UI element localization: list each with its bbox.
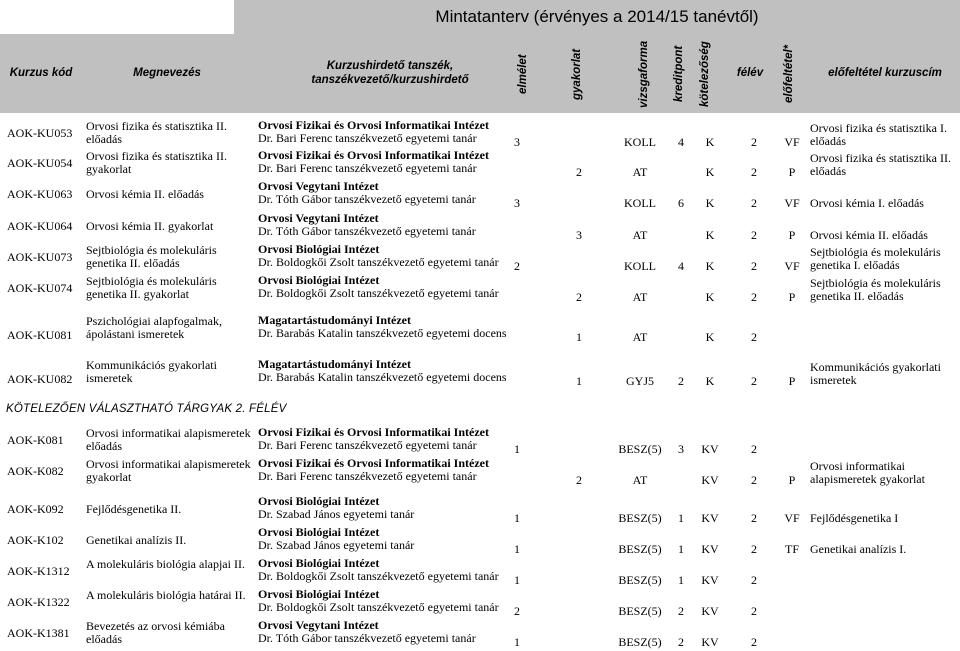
course-name: Sejtbiológia és molekuláris genetika II. előadás xyxy=(86,243,217,270)
course-name: Sejtbiológia és molekuláris genetika II. gyakorlat xyxy=(86,274,217,301)
prerequisite-title: Orvosi informatikai alapismeretek gyakorlat xyxy=(810,459,925,486)
exam-form: BESZ(5) xyxy=(618,442,662,456)
course-lecturer: Dr. Szabad János egyetemi tanár xyxy=(258,507,415,521)
obligation-type: KV xyxy=(701,473,719,487)
header-elmelet: elmélet xyxy=(517,54,529,94)
section-title: KÖTELEZŐEN VÁLASZTHATÓ TÁRGYAK 2. FÉLÉV xyxy=(6,403,287,415)
credit-points: 2 xyxy=(678,635,684,649)
gyakorlat-hours: 3 xyxy=(576,228,582,242)
course-name: Orvosi informatikai alapismeretek előadás xyxy=(86,426,251,453)
header-elofeltetel: előfeltétel* xyxy=(783,44,795,104)
obligation-type: K xyxy=(705,374,715,388)
elmelet-hours: 2 xyxy=(514,259,520,273)
prerequisite-title: Genetikai analízis I. xyxy=(810,542,907,556)
course-code: AOK-K081 xyxy=(7,433,64,447)
page-title: Mintatanterv (érvényes a 2014/15 tanévtől) xyxy=(234,0,960,34)
obligation-type: K xyxy=(705,135,715,149)
obligation-type: K xyxy=(705,196,715,210)
course-code: AOK-K092 xyxy=(7,502,64,516)
institute-name: Magatartástudományi Intézet xyxy=(258,313,411,327)
semester: 2 xyxy=(751,165,757,179)
credit-points: 3 xyxy=(678,442,684,456)
obligation-type: KV xyxy=(701,635,719,649)
prerequisite-type: VF xyxy=(784,259,800,273)
semester: 2 xyxy=(751,542,757,556)
gyakorlat-hours: 2 xyxy=(576,290,582,304)
course-code: AOK-KU073 xyxy=(7,250,73,264)
course-lecturer: Dr. Tóth Gábor tanszékvezető egyetemi tanár xyxy=(258,224,476,238)
institute-name: Orvosi Fizikai és Orvosi Informatikai Intézet xyxy=(258,118,489,132)
semester: 2 xyxy=(751,228,757,242)
prerequisite-title: Orvosi fizika és statisztika II. előadás xyxy=(810,151,951,178)
exam-form: AT xyxy=(632,330,648,344)
institute-name: Orvosi Biológiai Intézet xyxy=(258,242,380,256)
credit-points: 2 xyxy=(678,604,684,618)
semester: 2 xyxy=(751,330,757,344)
exam-form: AT xyxy=(632,290,648,304)
obligation-type: K xyxy=(705,290,715,304)
exam-form: KOLL xyxy=(624,135,656,149)
institute-name: Orvosi Biológiai Intézet xyxy=(258,556,380,570)
course-name: Kommunikációs gyakorlati ismeretek xyxy=(86,358,217,385)
course-code: AOK-KU082 xyxy=(7,372,73,386)
obligation-type: K xyxy=(705,259,715,273)
prerequisite-type: P xyxy=(788,290,796,304)
course-name: Bevezetés az orvosi kémiába előadás xyxy=(86,619,225,646)
obligation-type: KV xyxy=(701,573,719,587)
prerequisite-title: Sejtbiológia és molekuláris genetika I. előadás xyxy=(810,245,941,272)
course-lecturer: Dr. Bari Ferenc tanszékvezető egyetemi tanár xyxy=(258,161,477,175)
exam-form: AT xyxy=(632,473,648,487)
semester: 2 xyxy=(751,635,757,649)
course-code: AOK-K1381 xyxy=(7,626,70,640)
elmelet-hours: 1 xyxy=(514,442,520,456)
gyakorlat-hours: 2 xyxy=(576,165,582,179)
course-name: A molekuláris biológia alapjai II. xyxy=(86,557,245,571)
course-lecturer: Dr. Boldogkői Zsolt tanszékvezető egyetemi tanár xyxy=(258,255,499,269)
obligation-type: K xyxy=(705,330,715,344)
elmelet-hours: 3 xyxy=(514,135,520,149)
course-code: AOK-KU074 xyxy=(7,281,73,295)
course-lecturer: Dr. Barabás Katalin tanszékvezető egyetemi docens xyxy=(258,326,507,340)
semester: 2 xyxy=(751,442,757,456)
course-name: Orvosi fizika és statisztika II. előadás xyxy=(86,119,227,146)
obligation-type: K xyxy=(705,165,715,179)
prerequisite-type: VF xyxy=(784,135,800,149)
course-code: AOK-KU053 xyxy=(7,126,73,140)
exam-form: AT xyxy=(632,228,648,242)
prerequisite-title: Kommunikációs gyakorlati ismeretek xyxy=(810,360,941,387)
prerequisite-type: P xyxy=(788,374,796,388)
course-lecturer: Dr. Barabás Katalin tanszékvezető egyetemi docens xyxy=(258,370,507,384)
course-code: AOK-KU064 xyxy=(7,219,73,233)
header-elofeltetel-kurzuscim: előfeltétel kurzuscím xyxy=(828,67,942,79)
prerequisite-type: P xyxy=(788,473,796,487)
elmelet-hours: 1 xyxy=(514,573,520,587)
obligation-type: KV xyxy=(701,511,719,525)
credit-points: 6 xyxy=(678,196,684,210)
course-lecturer: Dr. Boldogkői Zsolt tanszékvezető egyetemi tanár xyxy=(258,286,499,300)
obligation-type: K xyxy=(705,228,715,242)
semester: 2 xyxy=(751,135,757,149)
course-name: Genetikai analízis II. xyxy=(86,533,187,547)
obligation-type: KV xyxy=(701,604,719,618)
prerequisite-title: Sejtbiológia és molekuláris genetika II. előadás xyxy=(810,276,941,303)
exam-form: GYJ5 xyxy=(625,374,654,388)
header-dept: Kurzushirdető tanszék, tanszékvezető/kurzushirdető xyxy=(311,60,469,86)
semester: 2 xyxy=(751,511,757,525)
course-lecturer: Dr. Boldogkői Zsolt tanszékvezető egyetemi tanár xyxy=(258,600,499,614)
institute-name: Orvosi Biológiai Intézet xyxy=(258,494,380,508)
exam-form: BESZ(5) xyxy=(618,511,662,525)
institute-name: Orvosi Biológiai Intézet xyxy=(258,525,380,539)
course-code: AOK-KU081 xyxy=(7,328,73,342)
course-name: Fejlődésgenetika II. xyxy=(86,502,182,516)
credit-points: 4 xyxy=(678,135,684,149)
course-lecturer: Dr. Bari Ferenc tanszékvezető egyetemi tanár xyxy=(258,131,477,145)
elmelet-hours: 2 xyxy=(514,604,520,618)
semester: 2 xyxy=(751,290,757,304)
course-name: Orvosi fizika és statisztika II. gyakorlat xyxy=(86,149,227,176)
institute-name: Orvosi Vegytani Intézet xyxy=(258,179,379,193)
course-name: A molekuláris biológia határai II. xyxy=(86,588,246,602)
semester: 2 xyxy=(751,473,757,487)
institute-name: Orvosi Vegytani Intézet xyxy=(258,211,379,225)
course-lecturer: Dr. Boldogkői Zsolt tanszékvezető egyetemi tanár xyxy=(258,569,499,583)
institute-name: Orvosi Fizikai és Orvosi Informatikai Intézet xyxy=(258,425,489,439)
prerequisite-title: Orvosi fizika és statisztika I. előadás xyxy=(810,121,947,148)
institute-name: Orvosi Fizikai és Orvosi Informatikai Intézet xyxy=(258,148,489,162)
header-kotelezoseg: kötelezőség xyxy=(699,41,711,107)
exam-form: BESZ(5) xyxy=(618,573,662,587)
course-lecturer: Dr. Tóth Gábor tanszékvezető egyetemi tanár xyxy=(258,631,476,645)
prerequisite-type: VF xyxy=(784,511,800,525)
course-name: Orvosi kémia II. előadás xyxy=(86,187,204,201)
gyakorlat-hours: 1 xyxy=(576,330,582,344)
credit-points: 1 xyxy=(678,542,684,556)
course-code: AOK-K102 xyxy=(7,533,64,547)
semester: 2 xyxy=(751,196,757,210)
exam-form: KOLL xyxy=(624,259,656,273)
prerequisite-title: Fejlődésgenetika I xyxy=(810,511,899,525)
elmelet-hours: 3 xyxy=(514,196,520,210)
prerequisite-type: TF xyxy=(784,542,799,556)
header-code: Kurzus kód xyxy=(9,67,73,79)
obligation-type: KV xyxy=(701,442,719,456)
prerequisite-title: Orvosi kémia I. előadás xyxy=(810,196,924,210)
credit-points: 1 xyxy=(678,573,684,587)
exam-form: AT xyxy=(632,165,648,179)
course-code: AOK-K082 xyxy=(7,464,64,478)
credit-points: 1 xyxy=(678,511,684,525)
semester: 2 xyxy=(751,573,757,587)
credit-points: 2 xyxy=(678,374,684,388)
header-felev: félév xyxy=(736,67,764,79)
course-code: AOK-KU054 xyxy=(7,156,73,170)
gyakorlat-hours: 1 xyxy=(576,374,582,388)
course-name: Orvosi kémia II. gyakorlat xyxy=(86,219,214,233)
course-code: AOK-K1322 xyxy=(7,595,70,609)
prerequisite-type: P xyxy=(788,228,796,242)
semester: 2 xyxy=(751,259,757,273)
prerequisite-type: VF xyxy=(784,196,800,210)
prerequisite-type: P xyxy=(788,165,796,179)
exam-form: BESZ(5) xyxy=(618,542,662,556)
exam-form: KOLL xyxy=(624,196,656,210)
exam-form: BESZ(5) xyxy=(618,635,662,649)
institute-name: Orvosi Vegytani Intézet xyxy=(258,618,379,632)
elmelet-hours: 1 xyxy=(514,511,520,525)
institute-name: Magatartástudományi Intézet xyxy=(258,357,411,371)
semester: 2 xyxy=(751,604,757,618)
header-vizsgaforma: vizsgaforma xyxy=(638,40,650,108)
course-lecturer: Dr. Bari Ferenc tanszékvezető egyetemi tanár xyxy=(258,438,477,452)
institute-name: Orvosi Biológiai Intézet xyxy=(258,587,380,601)
exam-form: BESZ(5) xyxy=(618,604,662,618)
course-lecturer: Dr. Bari Ferenc tanszékvezető egyetemi tanár xyxy=(258,469,477,483)
header-kreditpont: kreditpont xyxy=(673,45,685,103)
course-lecturer: Dr. Tóth Gábor tanszékvezető egyetemi tanár xyxy=(258,192,476,206)
obligation-type: KV xyxy=(701,542,719,556)
header-name: Megnevezés xyxy=(133,67,201,79)
course-lecturer: Dr. Szabad János egyetemi tanár xyxy=(258,538,415,552)
course-name: Orvosi informatikai alapismeretek gyakorlat xyxy=(86,457,251,484)
course-code: AOK-K1312 xyxy=(7,564,70,578)
gyakorlat-hours: 2 xyxy=(576,473,582,487)
course-code: AOK-KU063 xyxy=(7,187,73,201)
prerequisite-title: Orvosi kémia II. előadás xyxy=(810,228,928,242)
credit-points: 4 xyxy=(678,259,684,273)
elmelet-hours: 1 xyxy=(514,542,520,556)
header-gyakorlat: gyakorlat xyxy=(571,48,583,100)
institute-name: Orvosi Fizikai és Orvosi Informatikai Intézet xyxy=(258,456,489,470)
institute-name: Orvosi Biológiai Intézet xyxy=(258,273,380,287)
semester: 2 xyxy=(751,374,757,388)
course-name: Pszichológiai alapfogalmak, ápolástani ismeretek xyxy=(86,314,222,341)
table-header xyxy=(0,34,960,113)
elmelet-hours: 1 xyxy=(514,635,520,649)
